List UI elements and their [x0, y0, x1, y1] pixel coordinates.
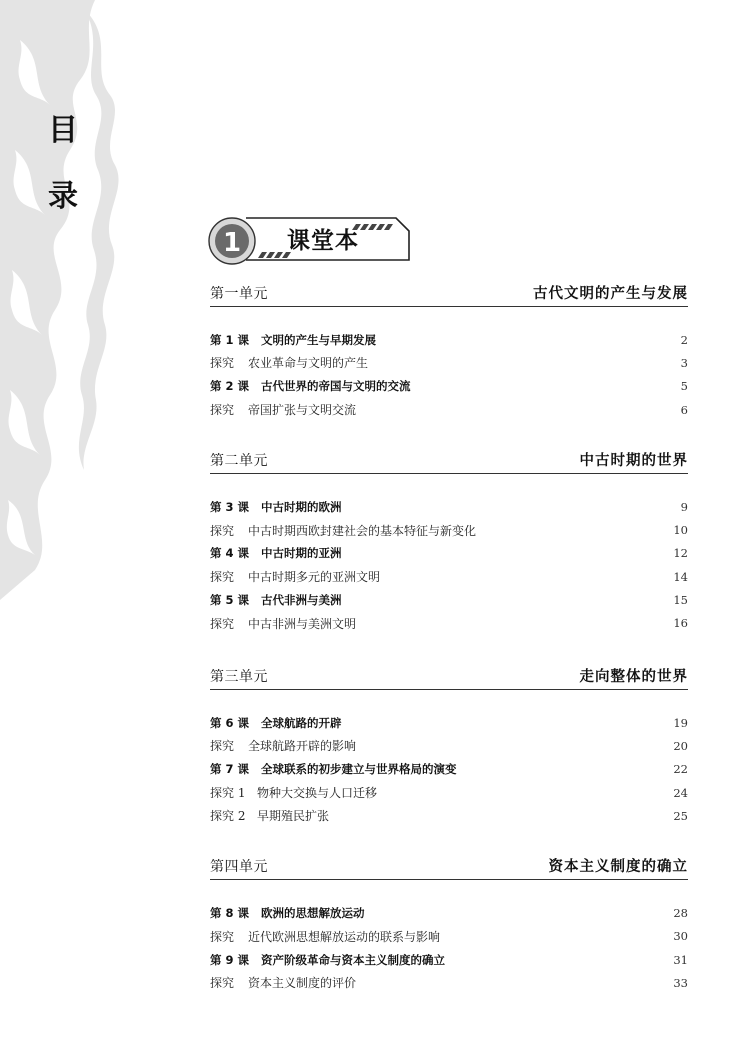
- explore-entry[interactable]: [210, 734, 688, 757]
- entry-page-number: 31: [673, 952, 688, 967]
- entry-text: [210, 401, 356, 418]
- table-of-contents: [210, 282, 688, 1023]
- explore-entry[interactable]: [210, 804, 688, 827]
- entry-text: [210, 807, 329, 824]
- entry-page-number: 20: [673, 738, 688, 753]
- lesson-entry[interactable]: [210, 588, 688, 611]
- entry-title: 中古时期西欧封建社会的基本特征与新变化: [248, 523, 477, 538]
- entry-text: [210, 761, 457, 777]
- unit-theme: 资本主义制度的确立: [548, 858, 688, 876]
- entry-label: 探究: [210, 976, 235, 991]
- explore-entry[interactable]: [210, 565, 688, 588]
- side-title-char: 录: [48, 179, 78, 214]
- explore-entry[interactable]: [210, 781, 688, 804]
- unit-header: [210, 665, 688, 690]
- entry-title: 全球联系的初步建立与世界格局的演变: [261, 762, 457, 777]
- side-title-char: 目: [48, 113, 78, 148]
- unit-theme: 走向整体的世界: [579, 667, 688, 685]
- entry-title: 欧洲的思想解放运动: [261, 906, 365, 921]
- lesson-entry[interactable]: [210, 901, 688, 924]
- entry-title: 帝国扩张与文明交流: [248, 403, 357, 418]
- entry-page-number: 5: [680, 379, 688, 394]
- toc-unit: [210, 665, 688, 827]
- entry-text: [210, 592, 342, 608]
- entry-page-number: 3: [680, 355, 688, 370]
- entry-text: [210, 615, 356, 632]
- entry-title: 物种大交换与人口迁移: [257, 786, 378, 800]
- entry-title: 中古非洲与美洲文明: [248, 616, 357, 631]
- entry-label: 第 4 课: [210, 546, 250, 561]
- lesson-entry[interactable]: [210, 375, 688, 398]
- lesson-entry[interactable]: [210, 758, 688, 781]
- entry-label: 第 3 课: [210, 499, 250, 514]
- unit-header: [210, 449, 688, 474]
- unit-header: [210, 282, 688, 307]
- badge-number: 1: [222, 228, 242, 258]
- entry-title: 近代欧洲思想解放运动的联系与影响: [248, 929, 441, 944]
- entry-label: 第 5 课: [210, 593, 250, 608]
- entry-title: 农业革命与文明的产生: [248, 356, 369, 371]
- lesson-entry[interactable]: [210, 711, 688, 734]
- lesson-entry[interactable]: [210, 948, 688, 971]
- entry-text: [210, 784, 377, 801]
- entry-text: [210, 905, 365, 921]
- entry-page-number: 9: [680, 499, 688, 514]
- entry-label: 第 9 课: [210, 952, 250, 967]
- entry-label: 探究: [210, 403, 235, 418]
- entry-text: [210, 737, 356, 754]
- entry-text: [210, 545, 342, 561]
- unit-name: 第一单元: [210, 286, 268, 302]
- entry-page-number: 10: [673, 523, 688, 538]
- entry-text: [210, 332, 376, 348]
- entry-label: 第 1 课: [210, 332, 250, 347]
- lesson-entry[interactable]: [210, 495, 688, 518]
- entry-label: 第 6 课: [210, 715, 250, 730]
- entry-text: [210, 952, 445, 968]
- toc-unit: [210, 449, 688, 635]
- lesson-entry[interactable]: [210, 328, 688, 351]
- entry-page-number: 25: [673, 808, 688, 823]
- unit-name: 第四单元: [210, 859, 268, 876]
- entry-text: [210, 378, 411, 394]
- entry-title: 全球航路的开辟: [261, 715, 342, 730]
- entry-title: 中古时期的亚洲: [261, 546, 342, 561]
- unit-name: 第二单元: [210, 453, 268, 470]
- entry-page-number: 19: [673, 715, 688, 730]
- entry-title: 资本主义制度的评价: [248, 976, 357, 991]
- entry-label: 探究 1: [210, 786, 246, 800]
- entry-title: 资产阶级革命与资本主义制度的确立: [261, 952, 445, 967]
- entry-text: [210, 568, 380, 585]
- entry-text: [210, 974, 356, 991]
- entry-label: 第 8 课: [210, 906, 250, 921]
- entry-page-number: 33: [673, 975, 688, 990]
- entry-title: 全球航路开辟的影响: [248, 739, 357, 754]
- entry-label: 探究: [210, 523, 235, 538]
- explore-entry[interactable]: [210, 971, 688, 994]
- badge-label: 课堂本: [287, 228, 359, 254]
- entry-label: 第 7 课: [210, 762, 250, 777]
- explore-entry[interactable]: [210, 398, 688, 421]
- lesson-entry[interactable]: [210, 542, 688, 565]
- entry-text: [210, 928, 440, 945]
- entry-title: 古代非洲与美洲: [261, 593, 342, 608]
- explore-entry[interactable]: [210, 351, 688, 374]
- entry-page-number: 6: [680, 402, 688, 417]
- unit-theme: 中古时期的世界: [579, 452, 688, 470]
- explore-entry[interactable]: [210, 612, 688, 635]
- flame-decoration: [0, 0, 130, 600]
- entry-label: 第 2 课: [210, 379, 250, 394]
- entry-title: 古代世界的帝国与文明的交流: [261, 379, 411, 394]
- entry-label: 探究: [210, 929, 235, 944]
- entry-title: 中古时期的欧洲: [261, 499, 342, 514]
- entry-text: [210, 354, 368, 371]
- explore-entry[interactable]: [210, 518, 688, 541]
- entry-page-number: 30: [673, 929, 688, 944]
- explore-entry[interactable]: [210, 925, 688, 948]
- entry-title: 早期殖民扩张: [257, 809, 330, 824]
- entry-label: 探究: [210, 739, 235, 754]
- entry-label: 探究 2: [210, 809, 246, 824]
- toc-unit: [210, 282, 688, 421]
- unit-theme: 古代文明的产生与发展: [533, 285, 688, 302]
- entry-page-number: 28: [673, 906, 688, 921]
- entry-title: 文明的产生与早期发展: [261, 332, 376, 347]
- entry-page-number: 12: [673, 546, 688, 561]
- entry-text: [210, 522, 476, 539]
- entry-page-number: 15: [673, 593, 688, 608]
- entry-label: 探究: [210, 356, 235, 371]
- entry-page-number: 24: [673, 785, 688, 800]
- entry-page-number: 14: [673, 569, 688, 584]
- toc-unit: [210, 855, 688, 994]
- unit-header: [210, 855, 688, 880]
- unit-name: 第三单元: [210, 668, 268, 685]
- entry-label: 探究: [210, 616, 235, 631]
- entry-text: [210, 715, 342, 731]
- entry-page-number: 2: [680, 332, 688, 347]
- entry-title: 中古时期多元的亚洲文明: [248, 570, 381, 585]
- entry-page-number: 16: [673, 616, 688, 631]
- entry-text: [210, 499, 342, 515]
- entry-label: 探究: [210, 570, 235, 585]
- entry-page-number: 22: [673, 762, 688, 777]
